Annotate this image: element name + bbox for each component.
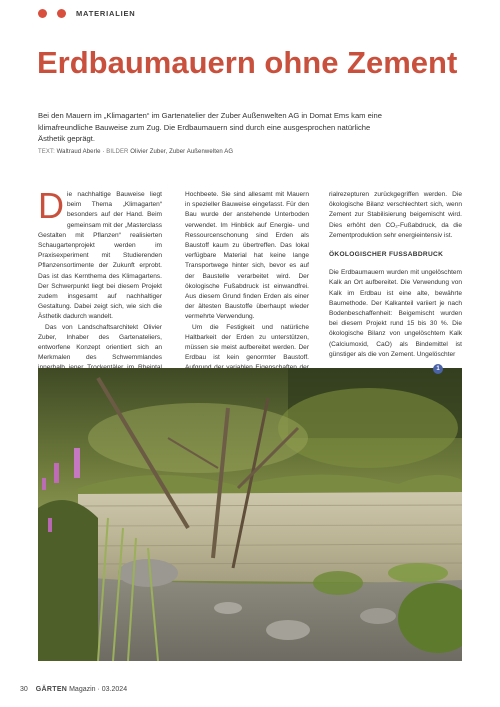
photo-number-badge: 1: [433, 364, 443, 374]
header-dot: [57, 9, 66, 18]
col1-p1-text: ie nachhaltige Bauweise liegt beim Thema „Klimagarten“ besonders auf der Hand. Beim gemeinsam mit der „Masterclass Gestalten mit Pflanzen“ realisierten Schaugartenprojekt werden im Praxisexperiment mit Studierenden Pflanzensortimente der Zukunft erprobt. Das ist das Kernthema des Klimagartens. Der Schwerpunkt liegt bei diesem Projekt zudem insgesamt auf nachhaltiger Gestaltung. Dabei zeigt sich, wie sich die Ästhetik dadurch wandelt.: [38, 191, 162, 321]
col3-paragraph-2: Die Erdbaumauern wurden mit ungelöschtem Kalk an Ort aufbereitet. Die Verwendung von Kalk im Erdbau ist eine alte, bewährte Baumethode. Der Kalkanteil variiert je nach Bodenbeschaffenheit: Beigemischt wurden bei diesem Projekt rund 15 bis 30 %. Die ökologische Bilanz von ungelöschtem Kalk (Calciumoxid, CaO) als Bindemittel ist günstiger als die von Zement. Ungelöschter: [329, 269, 462, 358]
drop-cap: D: [38, 185, 64, 226]
garden-photo-illustration: [38, 368, 462, 661]
col1-paragraph-2: Das von Landschaftsarchitekt Olivier Zuber, Inhaber des Gartenateliers, entworfene Konzept orientiert sich an Merkmalen des Schwemmlandes: [38, 323, 162, 362]
photo-credit-name: Olivier Zuber, Zuber Außenwelten AG: [130, 149, 234, 155]
article-title: [37, 44, 477, 82]
credit-separator: ·: [100, 149, 107, 155]
col1-paragraph-1: [38, 185, 162, 323]
photo-credit-label: BILDER: [106, 149, 131, 155]
column-3: [329, 190, 462, 360]
magazine-brand: GÄRTEN: [35, 686, 68, 693]
subheading: ÖKOLOGISCHER FUSSABDRUCK: [329, 251, 444, 259]
header-bar: [38, 9, 136, 18]
page-footer: [20, 686, 127, 693]
section-label: MATERIALIEN: [76, 9, 136, 18]
text-credit-name: Waltraud Aberle: [56, 149, 101, 155]
magazine-issue: Magazin · 03.2024: [67, 686, 128, 693]
col3-paragraph-1: rialrezepturen zurückgegriffen werden. Die ökologische Bilanz verschlechtert sich, wenn Zement zur Stabilisierung beigemischt wird. Dies erhöht den CO₂-Fußabdruck, da die Zementproduktion sehr energieintensiv ist.: [329, 191, 462, 239]
title-part2: ohne Zement: [264, 45, 458, 80]
credits: [38, 149, 233, 155]
article-photo: [38, 368, 462, 661]
page-number: 30: [20, 686, 28, 693]
col2-paragraph-2: Um die Festigkeit und natürliche Haltbarkeit der Erden zu unterstützen, müssen sie meist aufbereitet werden. Der Erdbau ist kein genormter Baustoff.: [185, 323, 309, 362]
column-1: [38, 185, 162, 394]
col2-paragraph-1: Hochbeete. Sie sind allesamt mit Mauern in spezieller Bauweise eingefasst. Für den Bau wurde der anstehende Unterboden verwendet. Im Hinblick auf Energie- und Ressourcenschonung sind Erden als Baustoff kaum zu übertreffen. Das lokal verfügbare Material hat keine lange Transportwege hinter sich, bevor es auf der Baustelle verarbeitet wird. Der ökologische Fußabdruck ist einwandfrei. Aus diesem Grund finden Erden als einer der ältesten Baustoffe überhaupt wieder vermehrte Verwendung.: [185, 191, 309, 321]
column-2: [185, 190, 309, 384]
header-dot: [38, 9, 47, 18]
title-part1: Erdbaumauern: [37, 45, 265, 80]
text-credit-label: TEXT:: [38, 149, 57, 155]
article-lead: Bei den Mauern im „Klimagarten“ im Gartenatelier der Zuber Außenwelten AG in Domat Ems kam eine klimafreundliche Bauweise zum Zug. Die Erdbaumauern sind durch eine ausgesprochen natürliche Ästhetik geprägt.: [38, 111, 382, 144]
